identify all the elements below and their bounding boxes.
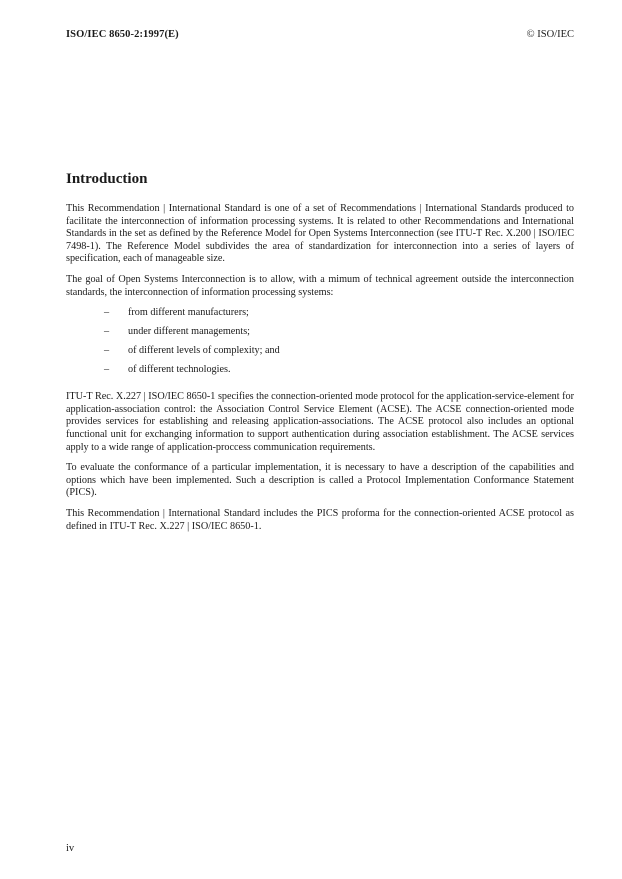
section-title: Introduction	[66, 171, 148, 187]
dash-bullet: –	[104, 326, 110, 338]
interconnection-list	[66, 307, 574, 383]
list-item	[66, 345, 574, 364]
list-item-text: of different technologies.	[128, 364, 231, 376]
page-number: iv	[66, 843, 75, 854]
list-item-text: from different manufacturers;	[128, 307, 249, 319]
list-item-text: of different levels of complexity; and	[128, 345, 280, 357]
dash-bullet: –	[104, 345, 110, 357]
paragraph-conformance: To evaluate the conformance of a particular implementation, it is necessary to have a description of the capabilities and options which have been implemented. Such a description is called a Protocol Implementation Conformance Statement (PICS).	[66, 462, 574, 499]
list-item	[66, 307, 574, 326]
paragraph-pics: This Recommendation | International Standard includes the PICS proforma for the connection-oriented ACSE protocol as defined in ITU-T Rec. X.227 | ISO/IEC 8650-1.	[66, 507, 574, 532]
standard-number: ISO/IEC 8650-2:1997(E)	[66, 29, 179, 40]
paragraph-goal: The goal of Open Systems Interconnection is to allow, with a mimum of technical agreement outside the interconnection standards, the interconnection of information processing systems:	[66, 273, 574, 298]
paragraph-acse: ITU-T Rec. X.227 | ISO/IEC 8650-1 specifies the connection-oriented mode protocol for the application-service-element for application-association control: the Association Control Service Element (ACSE). The ACSE connection-oriented mode provides services for establishing and releasing application-associations. The ACSE protocol also includes an optional functional unit for exchanging information to support authentication during association establishment. The ACSE services apply to a wide range of application-proccess communication requirements.	[66, 391, 574, 453]
section-body	[66, 203, 574, 541]
copyright-notice: © ISO/IEC	[526, 29, 574, 40]
list-item-text: under different managements;	[128, 326, 251, 338]
dash-bullet: –	[104, 364, 110, 376]
list-item	[66, 364, 574, 383]
paragraph-intro: This Recommendation | International Standard is one of a set of Recommendations | International Standards produced to facilitate the interconnection of information processing systems. It is related to other Recommendations and International Standards in the set as defined by the Reference Model for Open Systems Interconnection (see ITU-T Rec. X.200 | ISO/IEC 7498-1). The Reference Model subdivides the area of standardization for interconnection into a series of layers of specification, each of manageable size.	[66, 203, 574, 265]
list-item	[66, 326, 574, 345]
dash-bullet: –	[104, 307, 110, 319]
